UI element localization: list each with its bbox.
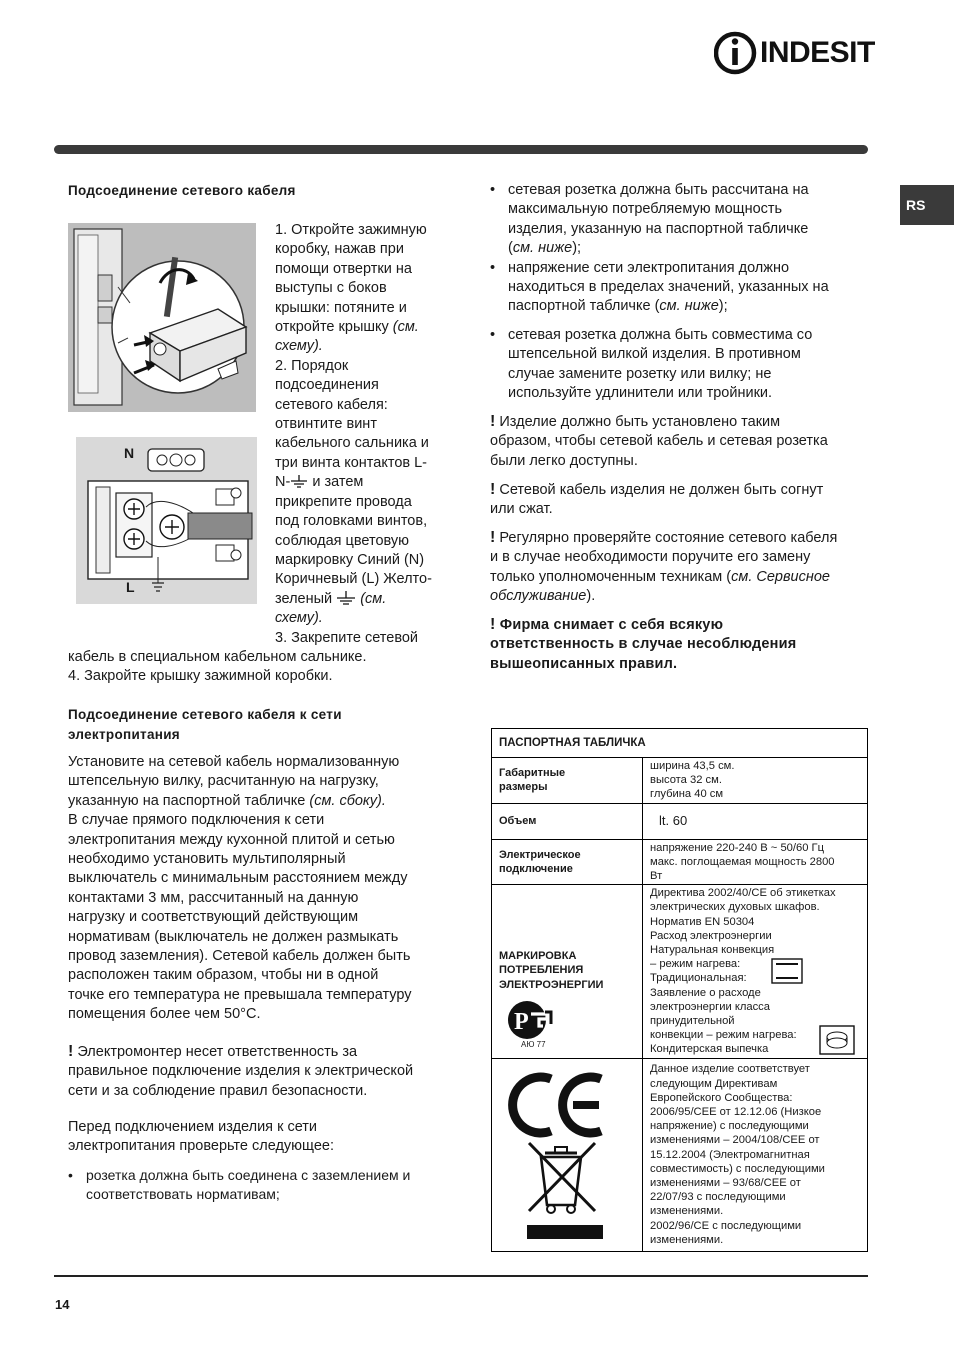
text-line: и в случае необходимости поручите его замену: [490, 549, 811, 566]
text-line: под головками винтов,: [275, 513, 428, 530]
text-line: ! Фирма снимает с себя всякую: [490, 616, 724, 633]
text-line: помещения более чем 50°C.: [68, 1006, 261, 1023]
check-list: [68, 1166, 448, 1205]
value-volume: lt. 60: [643, 803, 868, 839]
text-line: находиться в пределах значений, указанных на: [508, 279, 829, 296]
text-line: N- и затем: [275, 474, 364, 491]
label-compliance: [492, 1058, 643, 1251]
text-line: подсоединения: [275, 377, 379, 394]
label-electrical: Электрическое подключение: [492, 839, 643, 885]
text-line: • сетевая розетка должна быть совместима со: [508, 326, 813, 343]
ground-symbol-icon: [290, 475, 308, 489]
text-line: контактами 3 мм, рассчитанный на данную: [68, 889, 359, 906]
text-line: соответствовать нормативам;: [86, 1186, 280, 1203]
heading-line: Подсоединение сетевого кабеля к сети: [68, 707, 342, 722]
text-line: вышеописанных правил.: [490, 655, 678, 672]
indesit-logo: [714, 30, 875, 76]
note-disclaimer: [490, 615, 875, 674]
text-line: штепсельной вилкой изделия. В противном: [508, 346, 801, 363]
text-line: случае замените розетку или вилку; не: [508, 365, 772, 382]
check-intro: [68, 1118, 448, 1157]
label-energy: МАРКИРОВКА ПОТРЕБЛЕНИЯ ЭЛЕКТРОЭНЕРГИИ P АЮ 77: [492, 885, 643, 1058]
text-line: схему).: [275, 338, 323, 355]
text-line: электропитания проверьте следующее:: [68, 1138, 334, 1155]
text-line: соблюдая цветовую: [275, 532, 410, 549]
text-line: образом, чтобы сетевой кабель и сетевая розетка: [490, 433, 828, 450]
text-line: были легко доступны.: [490, 452, 638, 469]
text-line: нагрузку и соответствующий действующим: [68, 909, 359, 926]
text-line: сети и за соблюдение правил безопасности.: [68, 1082, 368, 1099]
text-line: маркировку Синий (N): [275, 551, 425, 568]
table-row: [492, 758, 868, 804]
text-line: используйте удлинители или тройники.: [508, 385, 773, 402]
section-heading-mains: [68, 705, 448, 745]
list-item: [490, 181, 870, 259]
text-line: выключатель с минимальным расстоянием между: [68, 870, 408, 887]
table-row: [492, 729, 868, 758]
text-line: электропитания между кухонной плитой и сетью: [68, 831, 395, 848]
label-neutral: N: [124, 445, 135, 461]
text-line: сетевого кабеля:: [275, 396, 388, 413]
text-line: • розетка должна быть соединена с заземлением и: [86, 1167, 411, 1183]
conventional-heating-icon: [771, 958, 803, 984]
text-line: Установите на сетевой кабель нормализованную: [68, 754, 400, 770]
text-line: помощи отвертки на: [275, 260, 412, 277]
text-line: схему).: [275, 610, 323, 627]
text-line: провод заземления). Сетевой кабель должен быть: [68, 948, 411, 965]
text-line: только уполномоченным техникам (см. Сервисное: [490, 568, 830, 585]
text-line: ! Сетевой кабель изделия не должен быть согнут: [490, 481, 824, 498]
text-line: Перед подключением изделия к сети: [68, 1119, 318, 1135]
table-title: ПАСПОРТНАЯ ТАБЛИЧКА: [492, 729, 868, 758]
top-divider: [54, 145, 868, 154]
text-line: откройте крышку (см.: [275, 319, 419, 336]
text-line: 2. Порядок: [275, 357, 349, 374]
steps-text: [275, 221, 450, 648]
ce-mark-icon: [513, 1077, 601, 1133]
text-line: Коричневый (L) Желто-: [275, 571, 432, 588]
wiring-diagram-icon: [76, 437, 257, 604]
brand-name: INDESIT: [760, 36, 875, 69]
text-line: крышки: потяните и: [275, 299, 407, 316]
mains-paragraph: [68, 753, 448, 1025]
text-line: кабель в специальном кабельном сальнике.: [68, 649, 367, 665]
note-cable-bent: [490, 480, 875, 520]
text-line: паспортной табличке (см. ниже);: [508, 298, 728, 315]
note-cable-check: [490, 528, 875, 607]
table-row: [492, 1058, 868, 1251]
page-number: 14: [55, 1297, 70, 1312]
language-tab: RS: [900, 185, 954, 225]
text-line: • напряжение сети электропитания должно: [508, 259, 790, 276]
figure-terminal-box: [68, 223, 256, 412]
text-line: правильное подключение изделия к электрической: [68, 1063, 414, 1080]
text-line: 1. Откройте зажимную: [275, 222, 427, 238]
text-line: обслуживание).: [490, 588, 596, 605]
text-line: три винта контактов L-: [275, 454, 428, 471]
text-line: изделия, указанную на паспортной табличке: [508, 220, 809, 237]
section-heading-cable: Подсоединение сетевого кабеля: [68, 183, 296, 198]
compliance-marks: [499, 1065, 623, 1245]
text-line: зеленый (см.: [275, 590, 387, 607]
value-electrical: напряжение 220-240 В ~ 50/60 Гц макс. поглощаемая мощность 2800 Вт: [643, 839, 868, 885]
value-dimensions: ширина 43,5 см. высота 32 см. глубина 40 см: [643, 758, 868, 804]
text-line: 4. Закройте крышку зажимной коробки.: [68, 668, 333, 685]
bottom-divider: [54, 1275, 868, 1277]
text-line: В случае прямого подключения к сети: [68, 812, 325, 829]
text-line: или сжат.: [490, 501, 553, 518]
text-line: ! Регулярно проверяйте состояние сетевого кабеля: [490, 529, 838, 546]
text-line: ! Изделие должно быть установлено таким: [490, 413, 781, 430]
list-item: [490, 259, 870, 317]
list-item: [490, 326, 870, 404]
table-row: [492, 803, 868, 839]
label-volume: Объем: [492, 803, 643, 839]
rating-plate-table: [491, 728, 868, 1252]
text-line: максимальную потребляемую мощность: [508, 201, 783, 218]
ground-symbol-icon: [336, 591, 356, 607]
text-line: расположен таким образом, чтобы ни в одной: [68, 967, 379, 984]
label-line: L: [126, 579, 135, 595]
certification-code: АЮ 77: [521, 1039, 546, 1049]
text-line: ответственность в случае несоблюдения: [490, 636, 797, 653]
text-line: нормативам (выключатель не должен размыкать: [68, 928, 399, 945]
heading-line: электропитания: [68, 727, 180, 742]
requirements-list: [490, 181, 870, 403]
text-line: выступы с боков: [275, 280, 387, 297]
terminal-box-illustration-icon: [68, 223, 256, 412]
text-line: необходимо установить мультиполярный: [68, 851, 346, 868]
text-line: кабельного сальника и: [275, 435, 429, 452]
svg-text:P: P: [514, 1008, 529, 1035]
value-compliance: Данное изделие соответствует следующим Директивам Европейского Сообщества: 2006/95/CEE от 12.12.06 (Низкое напряжение) с последующими изменениями – 2004/108/CEE от 15.12.2004 (Электромагнитная совместимость) с последующими изменениями – 93/68/CEE от 22/07/93 с последующими изменениями. 2002/96/CE с последующими изменениями.: [643, 1058, 868, 1251]
electrician-warning: [68, 1042, 448, 1101]
text-line: 3. Закрепите сетевой: [275, 629, 419, 646]
text-line: штепсельную вилку, расчитанную на нагрузку,: [68, 773, 379, 790]
note-accessibility: [490, 412, 875, 471]
steps-text-full: [68, 648, 448, 687]
text-line: (см. ниже);: [508, 240, 582, 257]
list-item: [68, 1166, 448, 1205]
text-line: прикрепите провода: [275, 493, 412, 510]
text-line: коробку, нажав при: [275, 241, 404, 258]
text-line: точке его температура не превышала температуру: [68, 986, 412, 1003]
value-energy: Директива 2002/40/CE об этикетках электрических духовых шкафов. Норматив EN 50304 Расход электроэнергии Натуральная конвекция – режим нагрева: Традициональная: Заявление о расходе электроэнергии класса принудительной конвекции – режим нагрева: Кондитерская выпечка: [643, 885, 868, 1058]
text-line: ! Электромонтер несет ответственность за: [68, 1043, 358, 1060]
fan-convection-icon: [819, 1025, 855, 1055]
table-row: [492, 839, 868, 885]
text-line: отвинтите винт: [275, 416, 377, 433]
label-dimensions: Габаритные размеры: [492, 758, 643, 804]
text-line: указанную на паспортной табличке (см. сбоку).: [68, 792, 386, 809]
text-line: • сетевая розетка должна быть рассчитана на: [508, 182, 809, 198]
table-row: [492, 885, 868, 1058]
weee-bin-icon: [527, 1143, 603, 1239]
figure-wiring-diagram: [76, 437, 257, 604]
